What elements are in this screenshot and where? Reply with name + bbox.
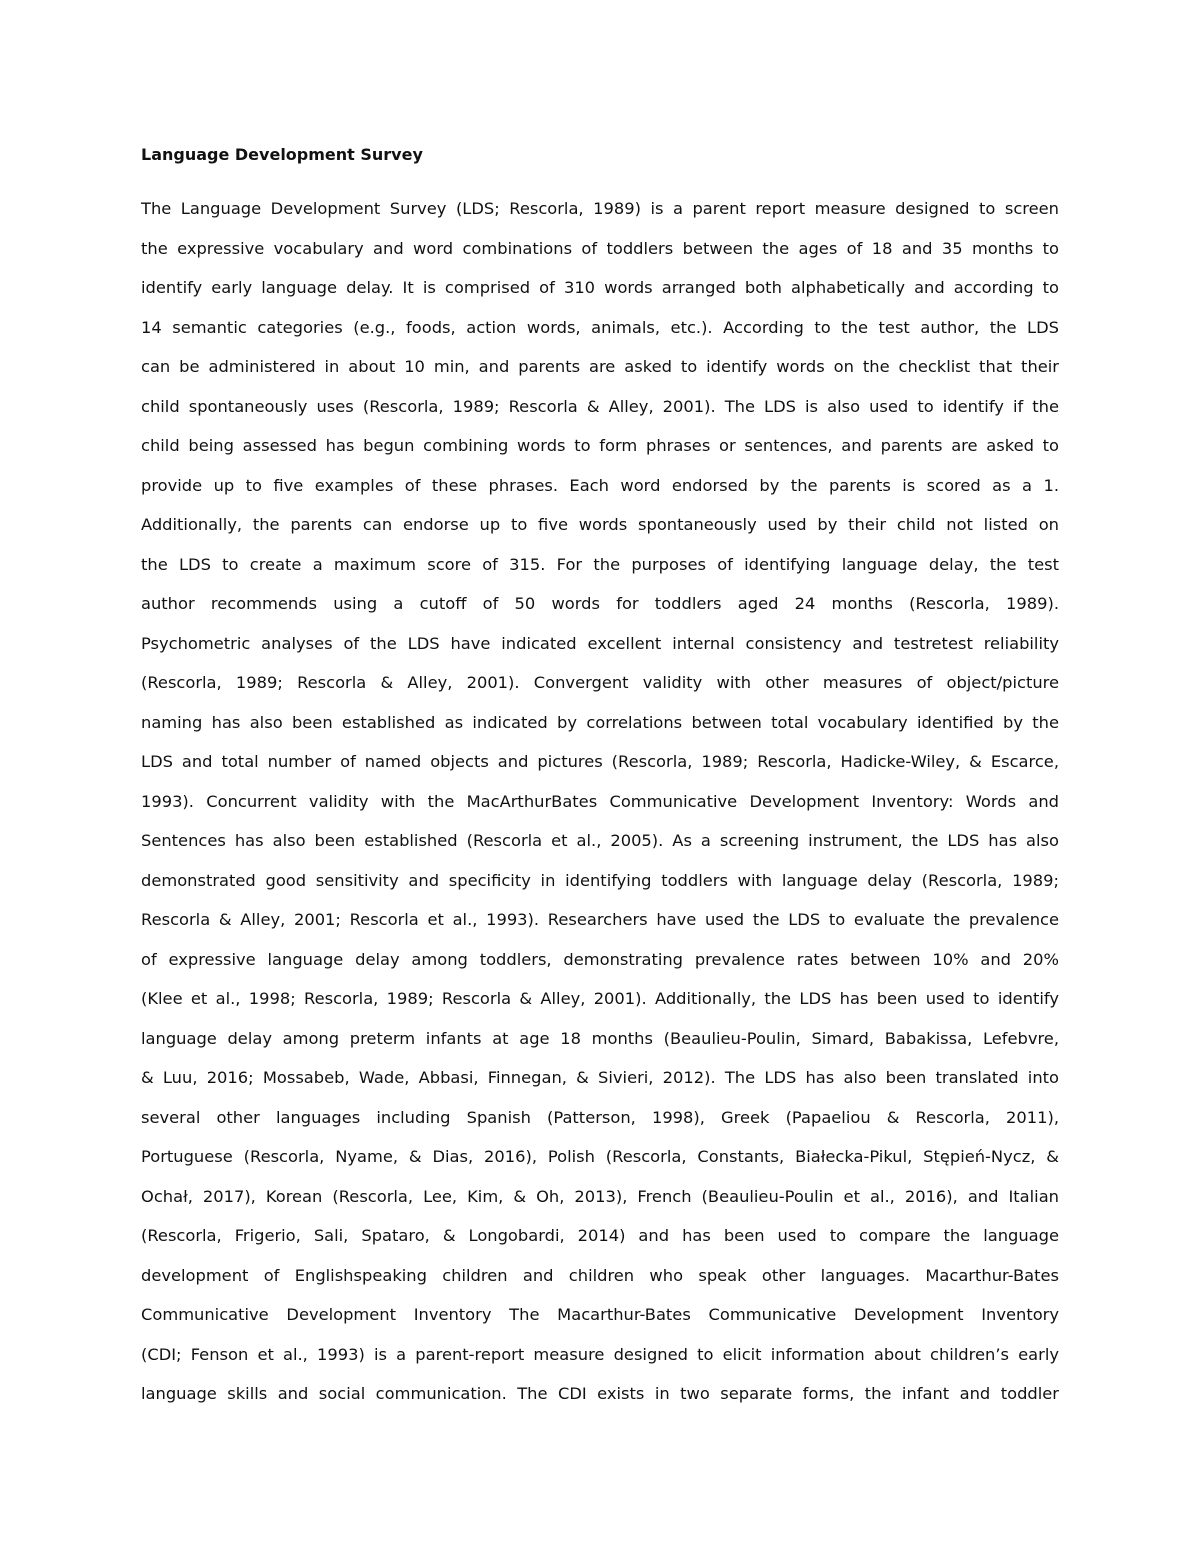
text-line: (Rescorla, Frigerio, Sali, Spataro, & Longobardi, 2014) and has been used to compare the language	[141, 1226, 1059, 1245]
text-line: Portuguese (Rescorla, Nyame, & Dias, 2016), Polish (Rescorla, Constants, Białecka-Pikul, Stępień-Nycz, &	[141, 1147, 1059, 1166]
text-line: several other languages including Spanish (Patterson, 1998), Greek (Papaeliou & Rescorla, 2011),	[141, 1107, 1059, 1127]
text-line: & Luu, 2016; Mossabeb, Wade, Abbasi, Finnegan, & Sivieri, 2012). The LDS has also been translated into	[141, 1068, 1059, 1087]
text-line: child being assessed has begun combining words to form phrases or sentences, and parents are asked to	[141, 436, 1059, 455]
text-line: naming has also been established as indicated by correlations between total vocabulary identified by the	[141, 712, 1059, 732]
text-line: The Language Development Survey (LDS; Rescorla, 1989) is a parent report measure designed to screen	[141, 199, 1059, 218]
text-line: the expressive vocabulary and word combinations of toddlers between the ages of 18 and 35 months to	[141, 238, 1059, 258]
text-line: of expressive language delay among toddlers, demonstrating prevalence rates between 10% and 20%	[141, 949, 1059, 969]
document-heading: Language Development Survey	[141, 145, 423, 164]
text-line: Rescorla & Alley, 2001; Rescorla et al., 1993). Researchers have used the LDS to evaluate the prevalence	[141, 910, 1059, 929]
text-line: LDS and total number of named objects and pictures (Rescorla, 1989; Rescorla, Hadicke-Wiley, & Escarce,	[141, 752, 1059, 771]
text-line: 14 semantic categories (e.g., foods, action words, animals, etc.). According to the test author, the LDS	[141, 317, 1059, 337]
text-line: (Rescorla, 1989; Rescorla & Alley, 2001). Convergent validity with other measures of object/picture	[141, 673, 1059, 692]
text-line: (CDI; Fenson et al., 1993) is a parent-report measure designed to elicit information about children’s early	[141, 1344, 1059, 1364]
text-line: identify early language delay. It is comprised of 310 words arranged both alphabetically and according to	[141, 278, 1059, 297]
text-line: language delay among preterm infants at age 18 months (Beaulieu-Poulin, Simard, Babakissa, Lefebvre,	[141, 1028, 1059, 1048]
text-line: the LDS to create a maximum score of 315. For the purposes of identifying language delay, the test	[141, 554, 1059, 574]
text-line: (Klee et al., 1998; Rescorla, 1989; Rescorla & Alley, 2001). Additionally, the LDS has been used to identify	[141, 989, 1059, 1008]
text-line: demonstrated good sensitivity and specificity in identifying toddlers with language delay (Rescorla, 1989;	[141, 870, 1059, 890]
text-line: development of Englishspeaking children and children who speak other languages. Macarthur-Bates	[141, 1265, 1059, 1285]
text-line: provide up to five examples of these phrases. Each word endorsed by the parents is scored as a 1.	[141, 475, 1059, 495]
text-line: language skills and social communication. The CDI exists in two separate forms, the infant and toddler	[141, 1384, 1059, 1403]
text-line: Psychometric analyses of the LDS have indicated excellent internal consistency and testretest reliability	[141, 633, 1059, 653]
text-line: Communicative Development Inventory The Macarthur-Bates Communicative Development Inventory	[141, 1305, 1059, 1324]
text-line: child spontaneously uses (Rescorla, 1989; Rescorla & Alley, 2001). The LDS is also used to identify if the	[141, 396, 1059, 416]
text-line: 1993). Concurrent validity with the MacArthurBates Communicative Development Inventory: Words and	[141, 791, 1059, 811]
text-line: Additionally, the parents can endorse up to five words spontaneously used by their child not listed on	[141, 515, 1059, 534]
text-line: author recommends using a cutoff of 50 words for toddlers aged 24 months (Rescorla, 1989).	[141, 594, 1059, 613]
text-line: Sentences has also been established (Rescorla et al., 2005). As a screening instrument, the LDS has also	[141, 831, 1059, 850]
text-line: can be administered in about 10 min, and parents are asked to identify words on the checklist that their	[141, 357, 1059, 376]
text-line: Ochał, 2017), Korean (Rescorla, Lee, Kim, & Oh, 2013), French (Beaulieu-Poulin et al., 2016), and Italian	[141, 1186, 1059, 1206]
body-paragraph	[141, 198, 1059, 1423]
